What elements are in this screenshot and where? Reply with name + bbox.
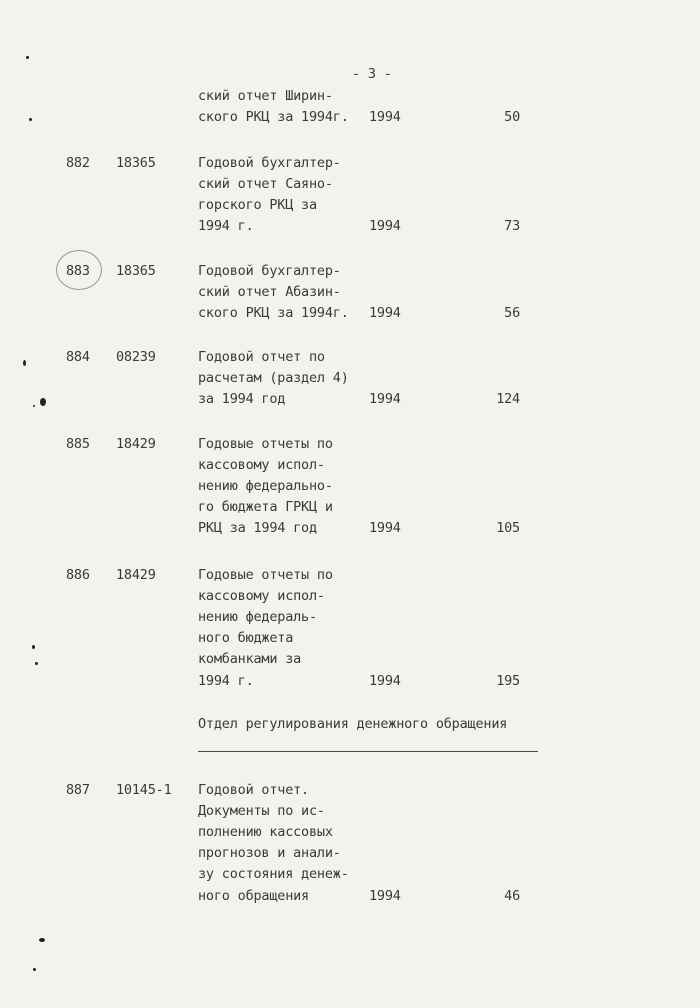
scan-speck xyxy=(35,662,38,665)
scan-speck xyxy=(23,360,26,366)
entry-description-line: 1994 г. xyxy=(198,673,254,689)
entry-year: 1994 xyxy=(369,520,401,536)
entry-sheets: 124 xyxy=(496,391,520,407)
entry-code: 18365 xyxy=(116,263,156,279)
entry-description-line: комбанками за xyxy=(198,651,302,667)
entry-description-line: полнению кассовых xyxy=(198,824,333,840)
entry-code: 08239 xyxy=(116,349,156,365)
entry-description-line: го бюджета ГРКЦ и xyxy=(198,499,333,515)
entry-description-line: 1994 г. xyxy=(198,218,254,234)
entry-sheets: 56 xyxy=(504,305,520,321)
scan-speck xyxy=(26,56,29,59)
entry-year: 1994 xyxy=(369,109,401,125)
page-number: - 3 - xyxy=(352,66,392,82)
entry-description-line: ский отчет Ширин- xyxy=(198,88,333,104)
entry-description-line: Документы по ис- xyxy=(198,803,325,819)
entry-description-line: прогнозов и анали- xyxy=(198,845,341,861)
entry-description-line: ного бюджета xyxy=(198,630,294,646)
entry-description-line: горского РКЦ за xyxy=(198,197,317,213)
entry-description-line: РКЦ за 1994 год xyxy=(198,520,317,536)
entry-sheets: 46 xyxy=(504,888,520,904)
entry-description-line: Годовой бухгалтер- xyxy=(198,155,341,171)
entry-number: 884 xyxy=(66,349,90,365)
entry-description-line: кассовому испол- xyxy=(198,457,325,473)
entry-description-line: Годовой отчет. xyxy=(198,782,309,798)
entry-description-line: ского РКЦ за 1994г. xyxy=(198,305,349,321)
entry-description-line: Годовой бухгалтер- xyxy=(198,263,341,279)
entry-year: 1994 xyxy=(369,391,401,407)
scan-speck xyxy=(32,645,35,649)
entry-year: 1994 xyxy=(369,218,401,234)
scan-speck xyxy=(33,968,36,971)
entry-number: 886 xyxy=(66,567,90,583)
entry-description-line: нению федераль- xyxy=(198,609,317,625)
entry-year: 1994 xyxy=(369,673,401,689)
scan-speck xyxy=(39,938,45,942)
entry-number: 885 xyxy=(66,436,90,452)
section-heading: Отдел регулирования денежного обращения xyxy=(198,716,508,732)
entry-description-line: Годовые отчеты по xyxy=(198,567,333,583)
entry-description-line: зу состояния денеж- xyxy=(198,866,349,882)
entry-description-line: ский отчет Абазин- xyxy=(198,284,341,300)
entry-description-line: нению федерально- xyxy=(198,478,333,494)
entry-sheets: 105 xyxy=(496,520,520,536)
section-underline xyxy=(198,751,538,752)
entry-code: 18429 xyxy=(116,436,156,452)
entry-code: 18365 xyxy=(116,155,156,171)
scan-speck xyxy=(40,398,46,406)
entry-description-line: за 1994 год xyxy=(198,391,286,407)
entry-number: 882 xyxy=(66,155,90,171)
entry-code: 18429 xyxy=(116,567,156,583)
entry-description-line: Годовой отчет по xyxy=(198,349,325,365)
entry-number: 887 xyxy=(66,782,90,798)
entry-sheets: 50 xyxy=(504,109,520,125)
entry-description-line: ского РКЦ за 1994г. xyxy=(198,109,349,125)
entry-description-line: ного обращения xyxy=(198,888,309,904)
entry-description-line: расчетам (раздел 4) xyxy=(198,370,349,386)
scan-speck xyxy=(33,405,35,407)
entry-year: 1994 xyxy=(369,305,401,321)
entry-year: 1994 xyxy=(369,888,401,904)
entry-sheets: 195 xyxy=(496,673,520,689)
scan-speck xyxy=(29,118,32,121)
entry-description-line: Годовые отчеты по xyxy=(198,436,333,452)
entry-description-line: ский отчет Саяно- xyxy=(198,176,333,192)
entry-description-line: кассовому испол- xyxy=(198,588,325,604)
entry-code: 10145-1 xyxy=(116,782,172,798)
entry-sheets: 73 xyxy=(504,218,520,234)
entry-number: 883 xyxy=(66,263,90,279)
